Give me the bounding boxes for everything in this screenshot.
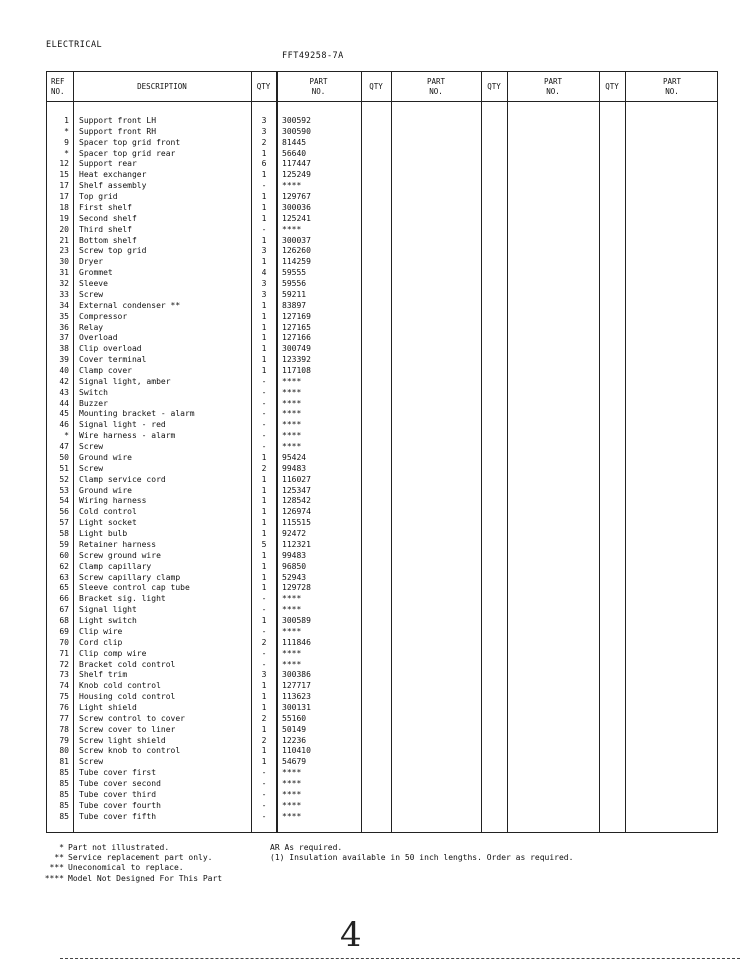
ref-cell: 85 (59, 768, 69, 778)
description-cell: Tube cover second (79, 779, 161, 789)
model-number: FFT49258-7A (282, 51, 344, 61)
part-number-cell: 300131 (282, 702, 311, 712)
part-number-cell: **** (282, 387, 302, 397)
description-cell: Screw (79, 757, 104, 767)
part-number-cell: **** (282, 594, 302, 604)
part-number-cell: 59556 (282, 279, 307, 289)
part-number-cell: **** (282, 376, 302, 386)
description-cell: Bracket cold control (79, 659, 176, 669)
part-number-cell: 116027 (282, 474, 311, 484)
qty-cell: 1 (261, 572, 267, 582)
description-cell: Top grid (79, 192, 118, 202)
qty-cell: 1 (261, 148, 267, 158)
ref-cell: 21 (59, 235, 69, 245)
description-cell: Screw ground wire (79, 550, 161, 560)
ref-cell: 85 (59, 789, 69, 799)
qty-cell: 1 (261, 322, 267, 332)
qty-cell: 1 (261, 170, 267, 180)
description-cell: Dryer (79, 257, 104, 267)
description-cell: Spacer top grid rear (79, 148, 176, 158)
header-part-no: PART NO. (426, 76, 446, 96)
qty-cell: 5 (261, 539, 267, 549)
part-number-cell: **** (282, 420, 302, 430)
qty-cell: - (261, 409, 267, 419)
part-number-cell: 115515 (282, 518, 311, 528)
footnote: ** Service replacement part only. (54, 853, 213, 863)
description-cell: Spacer top grid front (79, 137, 181, 147)
description-cell: Ground wire (79, 485, 132, 495)
description-cell: Support rear (79, 159, 137, 169)
description-cell: Clip wire (79, 626, 123, 636)
footnote: *** Uneconomical to replace. (49, 863, 184, 873)
ref-cell: 35 (59, 311, 69, 321)
qty-cell: 1 (261, 213, 267, 223)
ref-cell: 12 (59, 159, 69, 169)
part-number-cell: 129767 (282, 192, 311, 202)
ref-cell: 69 (59, 626, 69, 636)
qty-cell: - (261, 594, 267, 604)
qty-cell: 3 (261, 670, 267, 680)
ref-cell: 59 (59, 539, 69, 549)
qty-cell: - (261, 387, 267, 397)
qty-cell: 3 (261, 279, 267, 289)
qty-cell: 3 (261, 126, 267, 136)
footnotes-legend (36, 843, 222, 884)
qty-cell: 2 (261, 637, 267, 647)
part-number-cell: 300036 (282, 202, 311, 212)
footnote: **** Model Not Designed For This Part (44, 873, 223, 883)
description-cell: Screw (79, 463, 104, 473)
part-number-cell: **** (282, 605, 302, 615)
header-part-no: PART NO. (543, 76, 563, 96)
description-cell: Ground wire (79, 452, 132, 462)
description-cell: Screw cover to liner (79, 724, 176, 734)
ref-cell: 46 (59, 420, 69, 430)
qty-cell: 1 (261, 757, 267, 767)
qty-cell: 1 (261, 333, 267, 343)
description-cell: Clamp service cord (79, 474, 166, 484)
part-number-cell: 92472 (282, 529, 307, 539)
ref-cell: 77 (59, 713, 69, 723)
qty-cell: 1 (261, 529, 267, 539)
description-cell: Clip overload (79, 344, 142, 354)
qty-cell: 3 (261, 289, 267, 299)
qty-cell: - (261, 800, 267, 810)
description-cell: Wiring harness (79, 496, 147, 506)
part-number-cell: 50149 (282, 724, 307, 734)
description-cell: Tube cover fifth (79, 811, 157, 821)
qty-cell: - (261, 626, 267, 636)
ref-cell: 38 (59, 344, 69, 354)
description-cell: Cover terminal (79, 355, 147, 365)
ref-cell: 60 (59, 550, 69, 560)
column-divider (481, 72, 482, 832)
part-number-cell: 125241 (282, 213, 311, 223)
ref-cell: 30 (59, 257, 69, 267)
ref-cell: 37 (59, 333, 69, 343)
description-cell: Heat exchanger (79, 170, 147, 180)
ref-cell: 19 (59, 213, 69, 223)
part-number-cell: 127165 (282, 322, 311, 332)
description-cell: Shelf trim (79, 670, 128, 680)
part-number-cell: 99483 (282, 463, 307, 473)
qty-cell: 1 (261, 583, 267, 593)
footnote: * Part not illustrated. (59, 843, 170, 852)
part-number-cell: 96850 (282, 561, 307, 571)
part-number-cell: 114259 (282, 257, 311, 267)
column-divider (507, 72, 508, 832)
footnote: (1) Insulation available in 50 inch lengths. Order as required. (270, 853, 574, 863)
ref-cell: 80 (59, 746, 69, 756)
part-number-cell: 300386 (282, 670, 311, 680)
description-cell: Screw knob to control (79, 746, 181, 756)
qty-cell: 1 (261, 300, 267, 310)
ref-cell: 32 (59, 279, 69, 289)
ref-cell: * (64, 148, 69, 158)
qty-cell: 1 (261, 485, 267, 495)
qty-cell: - (261, 789, 267, 799)
ref-cell: 73 (59, 670, 69, 680)
part-number-cell: **** (282, 789, 302, 799)
description-cell: Clip comp wire (79, 648, 147, 658)
qty-cell: - (261, 648, 267, 658)
column-divider (251, 72, 252, 832)
ref-cell: 53 (59, 485, 69, 495)
header-qty: QTY (256, 81, 271, 91)
ref-cell: 15 (59, 170, 69, 180)
column-divider (73, 72, 74, 832)
bottom-rule (60, 958, 740, 959)
description-cell: Screw light shield (79, 735, 166, 745)
ref-cell: 85 (59, 811, 69, 821)
part-number-cell: 95424 (282, 452, 307, 462)
ref-cell: 40 (59, 366, 69, 375)
qty-cell: 3 (261, 246, 267, 256)
part-number-cell: 126260 (282, 246, 311, 256)
description-cell: Screw (79, 442, 104, 452)
qty-cell: 1 (261, 452, 267, 462)
qty-cell: 1 (261, 311, 267, 321)
qty-cell: 3 (261, 116, 267, 125)
part-number-cell: 125347 (282, 485, 311, 495)
header-part-no: PART NO. (662, 76, 682, 96)
qty-cell: 1 (261, 235, 267, 245)
description-cell: Support front LH (79, 116, 157, 125)
part-number-cell: 83897 (282, 300, 307, 310)
column-divider (599, 72, 600, 832)
qty-cell: 1 (261, 681, 267, 691)
part-number-cell: 81445 (282, 137, 307, 147)
header-description: DESCRIPTION (137, 81, 187, 91)
part-number-cell: 52943 (282, 572, 307, 582)
part-number-cell: 127717 (282, 681, 311, 691)
ref-cell: 74 (59, 681, 69, 691)
description-cell: Screw top grid (79, 246, 147, 256)
qty-cell: 1 (261, 344, 267, 354)
part-number-cell: **** (282, 442, 302, 452)
description-cell: Tube cover third (79, 789, 157, 799)
description-cell: Mounting bracket - alarm (79, 409, 195, 419)
description-cell: Retainer harness (79, 539, 157, 549)
part-number-cell: 59555 (282, 268, 307, 278)
qty-cell: 6 (261, 159, 267, 169)
ref-cell: 33 (59, 289, 69, 299)
part-number-cell: **** (282, 224, 302, 234)
qty-cell: 1 (261, 257, 267, 267)
parts-table (46, 71, 718, 833)
ref-cell: * (64, 431, 69, 441)
qty-cell: 1 (261, 746, 267, 756)
ref-cell: 52 (59, 474, 69, 484)
part-number-cell: 125249 (282, 170, 311, 180)
qty-cell: 2 (261, 137, 267, 147)
part-number-cell: 12236 (282, 735, 307, 745)
ref-cell: 72 (59, 659, 69, 669)
qty-cell: - (261, 420, 267, 430)
part-number-cell: 110410 (282, 746, 311, 756)
ref-cell: 85 (59, 800, 69, 810)
description-cell: Cord clip (79, 637, 123, 647)
part-number-cell: **** (282, 431, 302, 441)
footnote: AR As required. (270, 843, 343, 852)
part-number-cell: 128542 (282, 496, 311, 506)
qty-cell: 1 (261, 496, 267, 506)
ref-cell: 42 (59, 376, 69, 386)
ref-cell: 20 (59, 224, 69, 234)
part-number-cell: **** (282, 768, 302, 778)
part-number-cell: 113623 (282, 692, 311, 702)
ref-cell: 18 (59, 202, 69, 212)
qty-cell: 1 (261, 550, 267, 560)
qty-cell: - (261, 431, 267, 441)
column-divider (391, 72, 392, 832)
ref-cell: 57 (59, 518, 69, 528)
qty-cell: - (261, 779, 267, 789)
part-number-cell: **** (282, 398, 302, 408)
part-number-cell: 117447 (282, 159, 311, 169)
description-cell: Screw capillary clamp (79, 572, 181, 582)
part-number-cell: **** (282, 811, 302, 821)
qty-cell: - (261, 768, 267, 778)
header-qty: QTY (605, 81, 619, 91)
part-number-cell: 126974 (282, 507, 311, 517)
qty-cell: 4 (261, 268, 267, 278)
qty-cell: 1 (261, 366, 267, 375)
ref-cell: 36 (59, 322, 69, 332)
description-cell: Screw control to cover (79, 713, 185, 723)
ref-cell: 43 (59, 387, 69, 397)
description-cell: Support front RH (79, 126, 157, 136)
qty-cell: - (261, 398, 267, 408)
description-cell: First shelf (79, 202, 132, 212)
qty-cell: 1 (261, 702, 267, 712)
ref-cell: 58 (59, 529, 69, 539)
part-number-cell: 123392 (282, 355, 311, 365)
qty-cell: 1 (261, 474, 267, 484)
part-number-cell: 127166 (282, 333, 311, 343)
ref-cell: 39 (59, 355, 69, 365)
ref-cell: 31 (59, 268, 69, 278)
ref-cell: 45 (59, 409, 69, 419)
header-qty: QTY (487, 81, 501, 91)
part-number-cell: 56640 (282, 148, 307, 158)
footnotes-abbreviations (270, 843, 573, 863)
description-cell: Sleeve control cap tube (79, 583, 190, 593)
part-number-cell: 300592 (282, 116, 311, 125)
part-number-cell: 300590 (282, 126, 311, 136)
ref-cell: 63 (59, 572, 69, 582)
ref-cell: 78 (59, 724, 69, 734)
ref-cell: 54 (59, 496, 69, 506)
description-cell: Light switch (79, 616, 137, 626)
description-cell: Buzzer (79, 398, 108, 408)
ref-cell: 79 (59, 735, 69, 745)
ref-cell: 66 (59, 594, 69, 604)
part-number-cell: 54679 (282, 757, 307, 767)
description-cell: Grommet (79, 268, 113, 278)
ref-cell: 1 (64, 116, 69, 125)
description-cell: Sleeve (79, 279, 108, 289)
description-cell: External condenser ** (79, 300, 181, 310)
header-rule (47, 101, 717, 102)
qty-cell: 2 (261, 713, 267, 723)
qty-cell: 1 (261, 724, 267, 734)
part-number-cell: 99483 (282, 550, 307, 560)
part-number-cell: **** (282, 779, 302, 789)
ref-cell: 65 (59, 583, 69, 593)
qty-cell: 2 (261, 735, 267, 745)
ref-cell: * (64, 126, 69, 136)
qty-cell: 1 (261, 561, 267, 571)
ref-cell: 50 (59, 452, 69, 462)
qty-cell: 1 (261, 518, 267, 528)
ref-cell: 9 (64, 137, 69, 147)
column-divider (625, 72, 626, 832)
description-cell: Signal light - red (79, 420, 166, 430)
qty-cell: - (261, 224, 267, 234)
part-number-cell: **** (282, 181, 302, 191)
ref-cell: 81 (59, 757, 69, 767)
qty-cell: - (261, 659, 267, 669)
part-number-cell: **** (282, 626, 302, 636)
ref-cell: 68 (59, 616, 69, 626)
description-cell: Housing cold control (79, 692, 176, 702)
description-cell: Cold control (79, 507, 137, 517)
ref-cell: 85 (59, 779, 69, 789)
qty-cell: - (261, 605, 267, 615)
description-cell: Light bulb (79, 529, 128, 539)
qty-cell: 1 (261, 616, 267, 626)
qty-cell: - (261, 376, 267, 386)
description-cell: Shelf assembly (79, 181, 147, 191)
qty-cell: 1 (261, 692, 267, 702)
description-cell: Overload (79, 333, 118, 343)
ref-cell: 23 (59, 246, 69, 256)
part-number-cell: 111846 (282, 637, 311, 647)
description-cell: Compressor (79, 311, 128, 321)
ref-cell: 75 (59, 692, 69, 702)
description-cell: Knob cold control (79, 681, 161, 691)
description-cell: Switch (79, 387, 108, 397)
column-divider (361, 72, 362, 832)
description-cell: Signal light, amber (79, 376, 171, 386)
ref-cell: 56 (59, 507, 69, 517)
part-number-cell: 129728 (282, 583, 311, 593)
part-number-cell: 55160 (282, 713, 307, 723)
ref-cell: 17 (59, 192, 69, 202)
description-cell: Screw (79, 289, 104, 299)
part-number-cell: 127169 (282, 311, 311, 321)
section-title: ELECTRICAL (46, 40, 103, 50)
description-cell: Second shelf (79, 213, 137, 223)
qty-cell: - (261, 811, 267, 821)
header-ref: REF NO. (51, 76, 65, 96)
description-cell: Tube cover fourth (79, 800, 161, 810)
description-cell: Signal light (79, 605, 137, 615)
description-cell: Light shield (79, 702, 137, 712)
part-number-cell: **** (282, 409, 302, 419)
description-cell: Light socket (79, 518, 137, 528)
ref-cell: 47 (59, 442, 69, 452)
part-number-cell: 300037 (282, 235, 311, 245)
ref-cell: 70 (59, 637, 69, 647)
header-qty: QTY (369, 81, 383, 91)
qty-cell: 2 (261, 463, 267, 473)
ref-cell: 34 (59, 300, 69, 310)
qty-cell: - (261, 181, 267, 191)
ref-cell: 71 (59, 648, 69, 658)
column-divider (276, 72, 278, 832)
qty-cell: 1 (261, 355, 267, 365)
header-part-no: PART NO. (309, 76, 328, 96)
ref-cell: 76 (59, 702, 69, 712)
part-number-cell: 300749 (282, 344, 311, 354)
part-number-cell: 112321 (282, 539, 311, 549)
part-number-cell: 59211 (282, 289, 307, 299)
qty-cell: 1 (261, 192, 267, 202)
ref-cell: 62 (59, 561, 69, 571)
qty-cell: 1 (261, 202, 267, 212)
description-cell: Bracket sig. light (79, 594, 166, 604)
description-cell: Tube cover first (79, 768, 157, 778)
page-number: 4 (340, 915, 362, 955)
ref-cell: 67 (59, 605, 69, 615)
part-number-cell: **** (282, 648, 302, 658)
ref-cell: 44 (59, 398, 69, 408)
ref-cell: 51 (59, 463, 69, 473)
description-cell: Clamp capillary (79, 561, 152, 571)
description-cell: Third shelf (79, 224, 132, 234)
ref-cell: 17 (59, 181, 69, 191)
part-number-cell: 300589 (282, 616, 311, 626)
part-number-cell: **** (282, 659, 302, 669)
description-cell: Clamp cover (79, 366, 132, 375)
description-cell: Relay (79, 322, 104, 332)
description-cell: Bottom shelf (79, 235, 137, 245)
part-number-cell: **** (282, 800, 302, 810)
part-number-cell: 117108 (282, 366, 311, 375)
description-cell: Wire harness - alarm (79, 431, 176, 441)
qty-cell: - (261, 442, 267, 452)
qty-cell: 1 (261, 507, 267, 517)
